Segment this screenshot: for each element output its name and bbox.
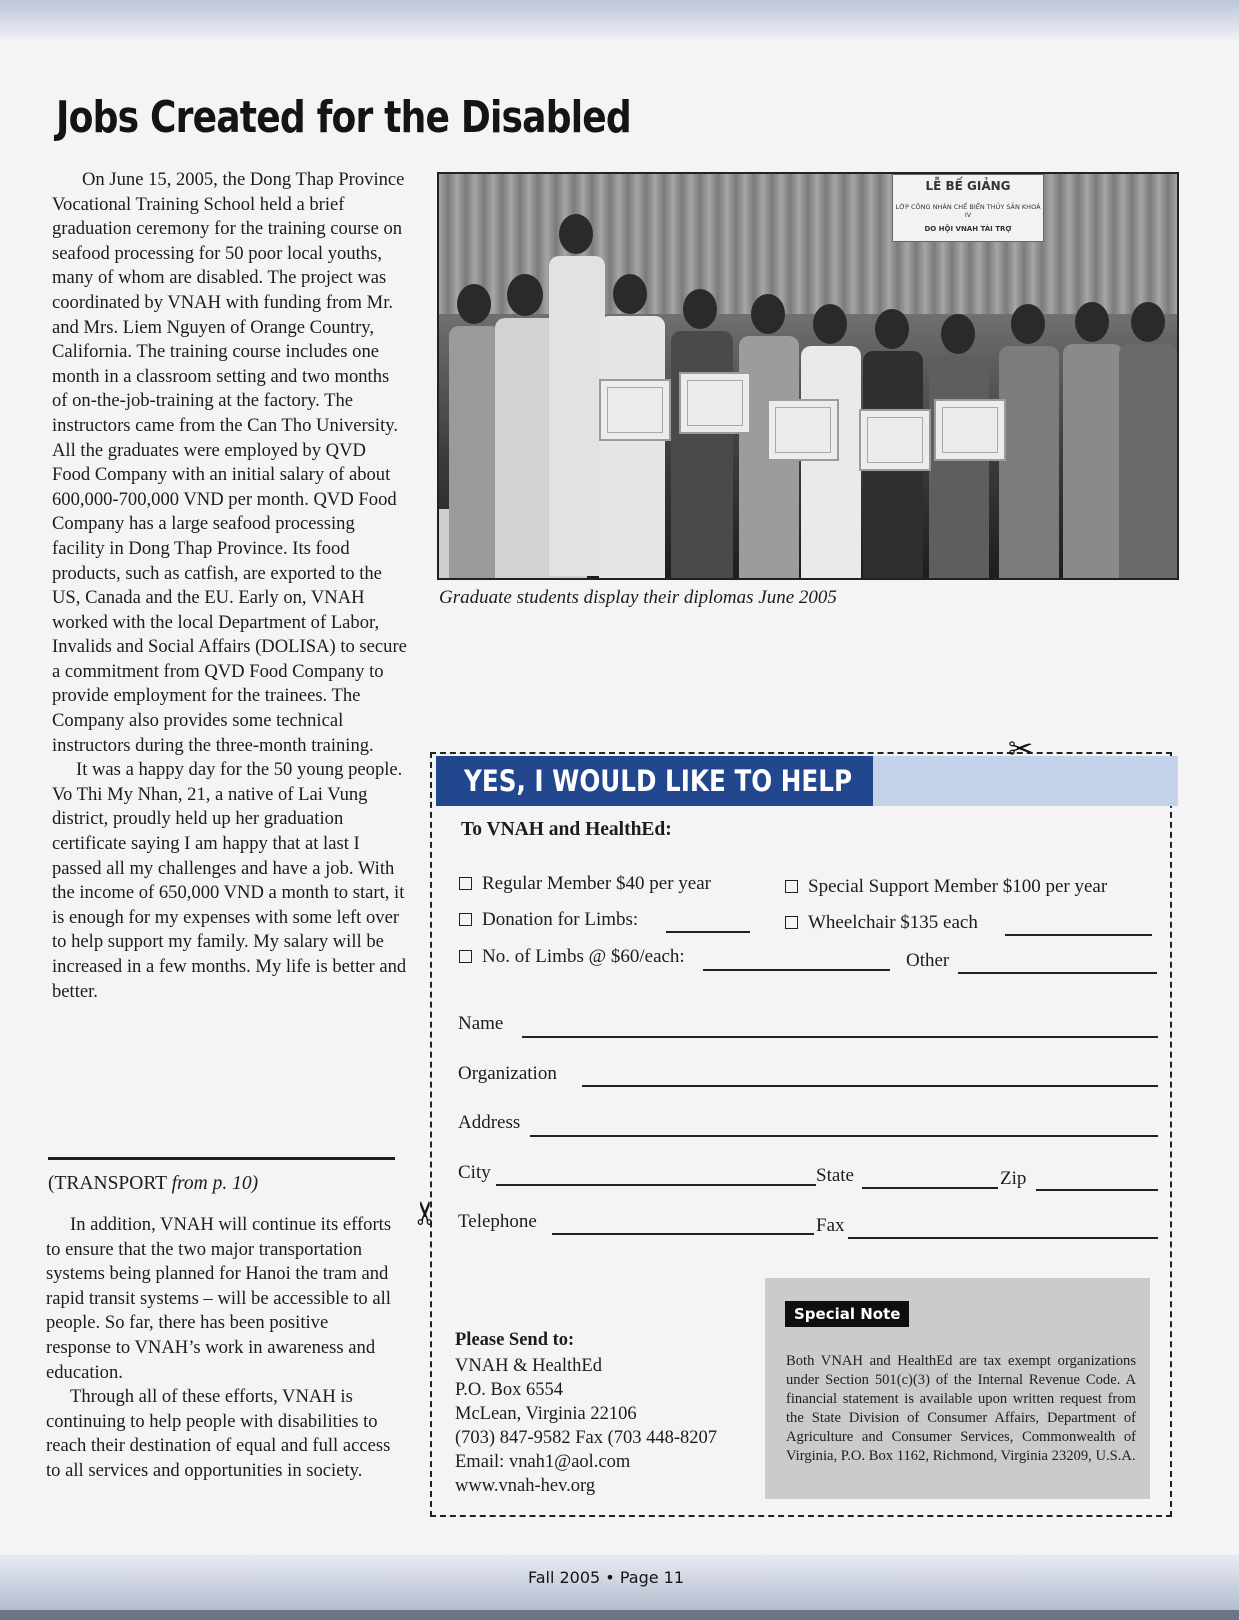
send-to-title: Please Send to: — [455, 1330, 575, 1350]
limbs-count-line[interactable] — [703, 969, 890, 971]
checkbox-icon[interactable] — [785, 880, 798, 893]
address-label: Address — [458, 1112, 521, 1133]
name-label: Name — [458, 1013, 504, 1034]
form-header-title: YES, I WOULD LIKE TO HELP — [464, 764, 853, 798]
option-label: No. of Limbs @ $60/each: — [482, 946, 685, 967]
option-label: Donation for Limbs: — [482, 909, 639, 930]
send-to-email[interactable]: Email: vnah1@aol.com — [455, 1452, 631, 1472]
zip-label: Zip — [1000, 1168, 1027, 1189]
page-footer: Fall 2005 • Page 11 — [527, 1568, 685, 1587]
other-label: Other — [906, 950, 950, 971]
checkbox-icon[interactable] — [459, 913, 472, 926]
send-to-website[interactable]: www.vnah-hev.org — [455, 1476, 596, 1496]
article-paragraph: It was a happy day for the 50 young people. Vo Thi My Nhan, 21, a native of Lai Vung district, proudly held up her graduation certificate saying I am happy that at last I passed all my challenges and have a job. With the income of 650,000 VND a month to start, it is enough for my expenses with some left over to help support my family. My salary will be increased in a few months. My life is better and better. — [52, 759, 407, 1002]
telephone-label: Telephone — [458, 1211, 537, 1232]
zip-field[interactable] — [1036, 1189, 1158, 1191]
checkbox-icon[interactable] — [459, 950, 472, 963]
wheelchair-amount-line[interactable] — [1005, 934, 1152, 936]
send-to-line: McLean, Virginia 22106 — [455, 1404, 637, 1424]
special-note-box — [765, 1278, 1150, 1499]
diploma — [859, 409, 931, 471]
checkbox-icon[interactable] — [785, 916, 798, 929]
transport-paragraph: In addition, VNAH will continue its efforts to ensure that the two major transportation systems being planned for Hanoi the tram and rapid transit systems – will be accessible to all people. So far, there has been positive response to VNAH’s work in awareness and education. — [46, 1214, 392, 1383]
send-to-line: P.O. Box 6554 — [455, 1380, 563, 1400]
address-field[interactable] — [530, 1135, 1158, 1137]
checkbox-icon[interactable] — [459, 877, 472, 890]
organization-field[interactable] — [582, 1085, 1158, 1087]
name-field[interactable] — [522, 1036, 1158, 1038]
other-line[interactable] — [958, 972, 1157, 974]
scissors-icon: ✂ — [1008, 732, 1034, 767]
form-header — [436, 756, 1178, 806]
graduation-photo — [437, 172, 1179, 580]
option-label: Regular Member $40 per year — [482, 873, 711, 894]
diploma — [767, 399, 839, 461]
article-paragraph: On June 15, 2005, the Dong Thap Province Vocational Training School held a brief graduation ceremony for the training course on seafood processing for 50 poor local youths, many of whom are disabled. The project was coordinated by VNAH with funding from Mr. and Mrs. Liem Nguyen of Orange Country, California. The training course includes one month in a classroom setting and two months of on-the-job-training at the factory. The instructors came from the Can Tho University. All the graduates were employed by QVD Food Company with an initial salary of about 600,000-700,000 VND per month. QVD Food Company has a large seafood processing facility in Dong Thap Province. Its food products, such as catfish, are exported to the US, Canada and the EU. Early on, VNAH worked with the local Department of Labor, Invalids and Social Affairs (DOLISA) to secure a commitment from QVD Food Company to provide employment for the trainees. The Company also provides some technical instructors during the three-month training. — [52, 169, 407, 756]
option-label: Special Support Member $100 per year — [808, 876, 1108, 897]
special-note-text: Both VNAH and HealthEd are tax exempt organizations under Section 501(c)(3) of the Internal Revenue Code. A financial statement is available upon written request from the State Division of Consumer Affairs, Department of Agriculture and Consumer Services, Commonwealth of Virginia, P.O. Box 1162, Richmond, Virginia 23209, U.S.A. — [786, 1353, 1136, 1464]
city-field[interactable] — [496, 1184, 816, 1186]
option-regular-member[interactable] — [459, 873, 711, 895]
form-to-line: To VNAH and HealthEd: — [461, 819, 672, 840]
donation-amount-line[interactable] — [666, 931, 750, 933]
city-label: City — [458, 1162, 491, 1183]
transport-heading-label: (TRANSPORT — [48, 1173, 167, 1194]
bottom-band — [0, 1555, 1239, 1620]
state-label: State — [816, 1165, 854, 1186]
organization-label: Organization — [458, 1063, 557, 1084]
banner-line: LỚP CÔNG NHÂN CHẾ BIẾN THỦY SẢN KHOÁ IV — [895, 203, 1041, 219]
banner-line: DO HỘI VNAH TÀI TRỢ — [924, 225, 1012, 233]
fax-field[interactable] — [848, 1237, 1158, 1239]
transport-heading-from: from p. 10) — [171, 1173, 259, 1194]
photo-caption: Graduate students display their diplomas June 2005 — [439, 587, 837, 608]
diploma — [934, 399, 1006, 461]
transport-paragraph: Through all of these efforts, VNAH is continuing to help people with disabilities to reach their destination of equal and full access to all services and opportunities in society. — [46, 1386, 391, 1481]
section-divider — [48, 1157, 395, 1160]
telephone-field[interactable] — [552, 1233, 814, 1235]
scissors-icon: ✂ — [406, 1199, 445, 1227]
option-number-of-limbs[interactable] — [459, 946, 685, 968]
banner-line: LỄ BẾ GIẢNG — [925, 179, 1011, 193]
send-to-address — [455, 1328, 717, 1498]
send-to-line: (703) 847-9582 Fax (703 448-8207 — [455, 1428, 718, 1448]
bottom-edge — [0, 1610, 1239, 1620]
fax-label: Fax — [816, 1215, 845, 1236]
option-special-support[interactable] — [785, 876, 1107, 898]
special-note-label: Special Note — [785, 1301, 909, 1327]
photo-banner — [892, 174, 1044, 242]
article-body — [52, 168, 408, 1004]
option-wheelchair[interactable] — [785, 912, 978, 934]
diploma — [599, 379, 671, 441]
option-donation-limbs[interactable] — [459, 909, 638, 931]
state-field[interactable] — [862, 1187, 998, 1189]
diploma — [679, 372, 751, 434]
transport-heading — [48, 1173, 258, 1195]
send-to-line: VNAH & HealthEd — [455, 1356, 602, 1376]
page-title: Jobs Created for the Disabled — [56, 92, 631, 143]
top-band — [0, 0, 1239, 40]
transport-body — [46, 1213, 396, 1484]
option-label: Wheelchair $135 each — [808, 912, 978, 933]
